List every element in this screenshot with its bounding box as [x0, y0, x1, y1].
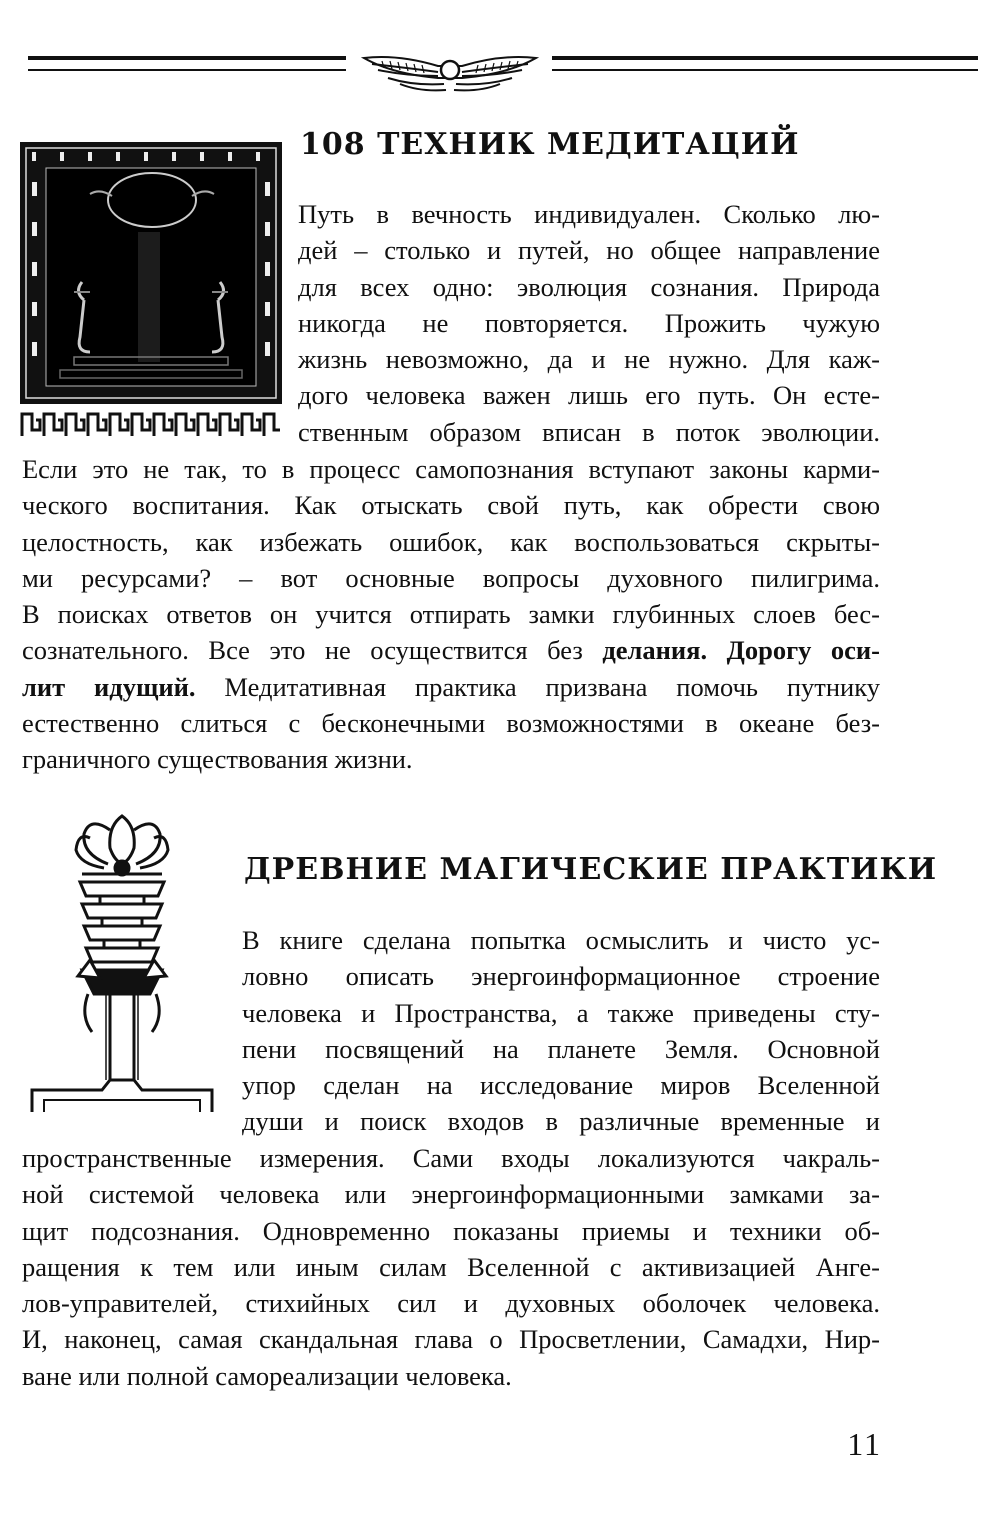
text-line: щит подсознания. Одновременно показаны приемы и техники об-	[22, 1215, 880, 1246]
header-ornament	[28, 44, 978, 100]
section-title-meditation: 108 ТЕХНИК МЕДИТАЦИЙ	[300, 127, 800, 162]
text-line: И, наконец, самая скандальная глава о Просветлении, Самадхи, Нир-	[22, 1324, 880, 1355]
text-line: для всех одно: эволюция сознания. Природа	[298, 271, 880, 302]
text-line: Если это не так, то в процесс самопознания вступают законы карми-	[22, 454, 880, 484]
text-line: никогда не повторяется. Прожить чужую	[298, 307, 880, 338]
section-1-full-text	[22, 451, 880, 778]
section-1-wrapped-text	[298, 196, 880, 450]
text-line: ной системой человека или энергоинформационными замками за-	[22, 1179, 880, 1210]
text-line: дей – столько и путей, но общее направление	[298, 235, 880, 266]
section-2-full-text	[22, 1140, 880, 1394]
text-line: жизнь невозможно, да и не нужно. Для каж-	[298, 344, 880, 375]
text-line: целостность, как избежать ошибок, как воспользоваться скрыты-	[22, 526, 880, 557]
text-line: естественно слиться с бесконечными возможностями в океане без-	[22, 708, 880, 739]
text-line: В книге сделана попытка осмыслить и чисто ус-	[242, 925, 880, 955]
text-line: граничного существования жизни.	[22, 744, 413, 775]
text-line: упор сделан на исследование миров Вселенной	[242, 1070, 880, 1101]
text-line: лов-управителей, стихийных сил и духовных оболочек человека.	[22, 1288, 880, 1319]
text-line: ловно описать энергоинформационное строение	[242, 961, 880, 992]
header-rule-left	[28, 56, 346, 71]
text-line: ческого воспитания. Как отыскать свой путь, как обрести свою	[22, 490, 880, 521]
text-line: ване или полной самореализации человека.	[22, 1360, 512, 1391]
text-line: ращения к тем или иным силам Вселенной с активизацией Анге-	[22, 1251, 880, 1282]
header-rule-right	[552, 56, 978, 71]
text-line: человека и Пространства, а также приведены сту-	[242, 997, 880, 1028]
text-line: дого человека важен лишь его путь. Он есте-	[298, 380, 880, 411]
text-line: души и поиск входов в различные временные и	[242, 1106, 880, 1137]
text-plain: Медитативная практика призвана помочь путнику	[195, 671, 880, 702]
page-number: 11	[847, 1426, 882, 1462]
text-bold: делания. Дорогу оси-	[602, 635, 880, 666]
text-line-mixed	[22, 632, 880, 668]
text-line-mixed	[22, 669, 880, 705]
text-line: ственным образом вписан в поток эволюции.	[298, 416, 880, 447]
text-line: пени посвящений на планете Земля. Основной	[242, 1033, 880, 1064]
section-title-magic-practices: ДРЕВНИЕ МАГИЧЕСКИЕ ПРАКТИКИ	[244, 852, 938, 887]
text-plain: сознательного. Все это не осуществится без	[22, 635, 603, 666]
djed-pillar-icon	[22, 808, 222, 1120]
egyptian-framed-picture	[20, 142, 282, 438]
text-line: В поисках ответов он учится отпирать замки глубинных слоев бес-	[22, 599, 880, 630]
text-line: ми ресурсами? – вот основные вопросы духовного пилигрима.	[22, 562, 880, 593]
text-line: пространственные измерения. Сами входы локализуются чакраль-	[22, 1143, 880, 1173]
winged-sun-disk-icon	[358, 44, 542, 96]
text-line: Путь в вечность индивидуален. Сколько лю-	[298, 199, 880, 229]
text-bold: лит идущий.	[22, 671, 196, 702]
section-2-wrapped-text	[242, 922, 880, 1140]
